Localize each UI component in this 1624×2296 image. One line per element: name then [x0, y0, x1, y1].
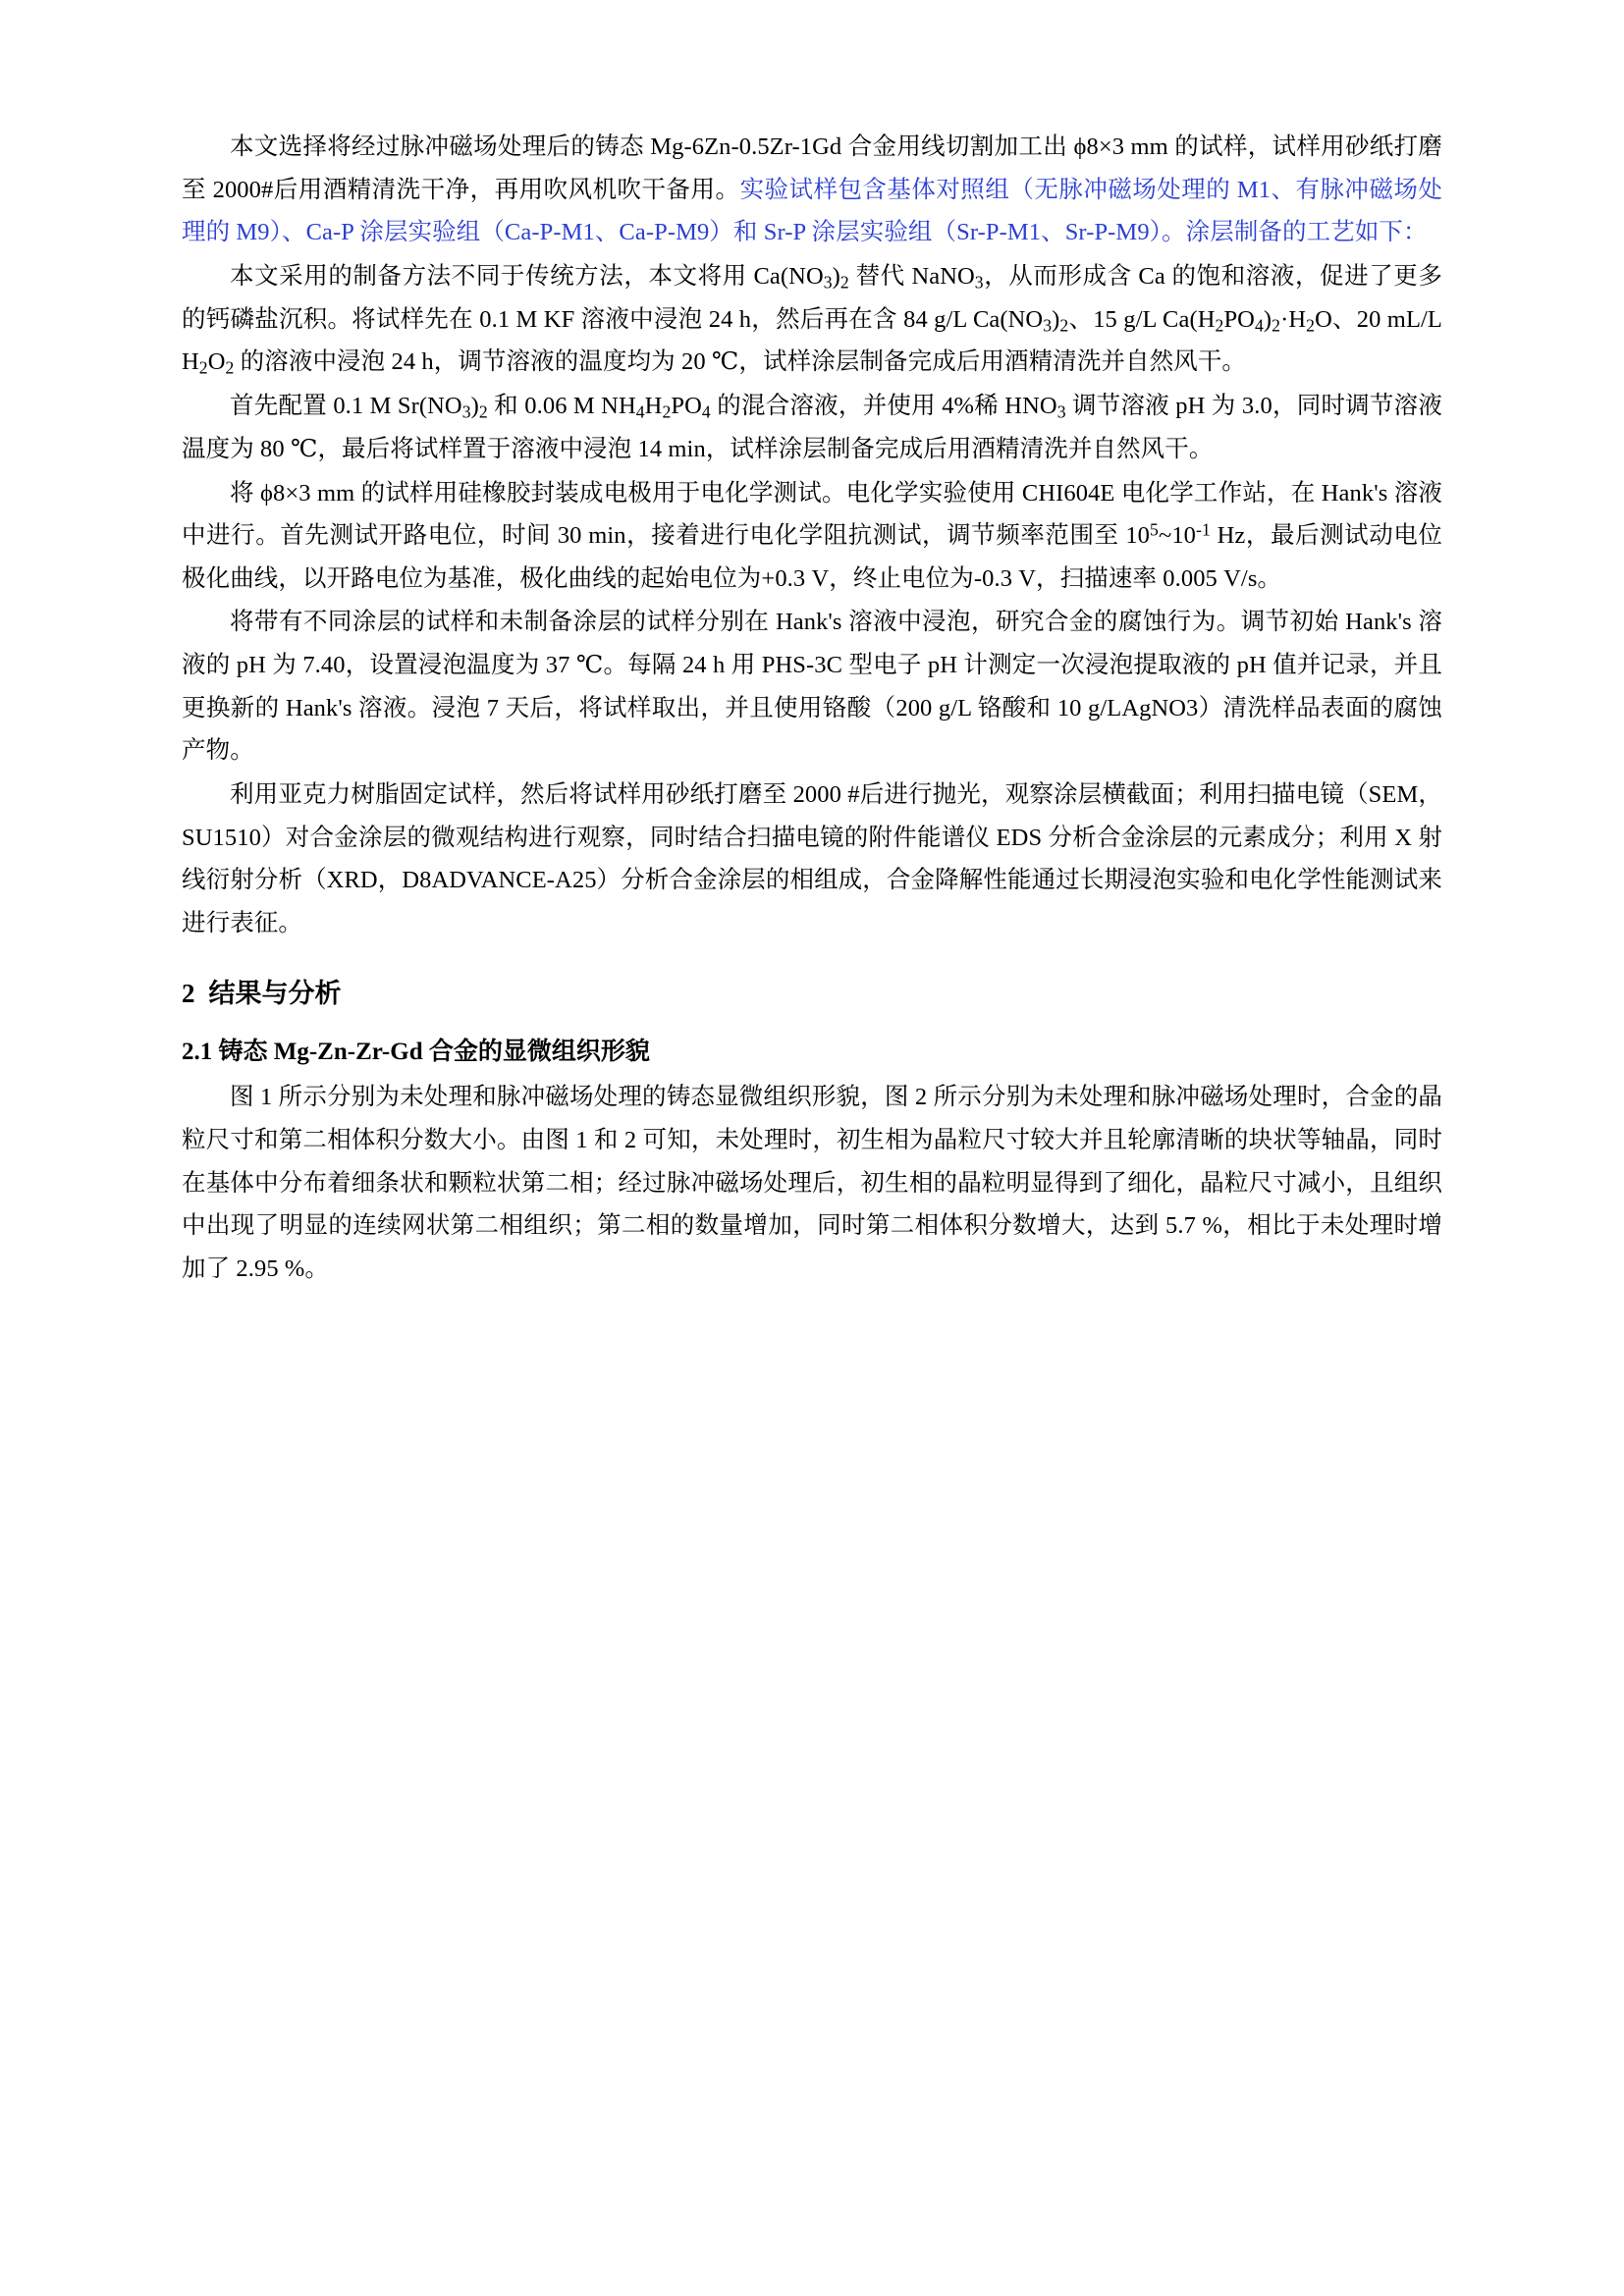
paragraph-4-text-4: Hz，最后测试动电位极化曲线，以开路电位为基准，极化曲线的起始电位为+0.3 V，终止电位为-0.3 V，扫描速率 0.005 V/s。 — [182, 522, 1442, 592]
subscript-2e: 2 — [1306, 315, 1316, 336]
paragraph-2-text-5: PO — [1223, 305, 1255, 333]
subscript-2h: 2 — [478, 401, 488, 422]
paragraph-2-text-8: O — [207, 348, 226, 376]
phi-symbol-2: ϕ — [260, 479, 274, 507]
subscript-3: 3 — [823, 272, 833, 293]
section-heading-2-number: 2 — [182, 979, 195, 1009]
subscript-3d: 3 — [461, 401, 471, 422]
section-heading-2 — [182, 974, 1442, 1014]
paragraph-3-text-4: PO — [671, 393, 702, 420]
paragraph-3-text-6: 调节溶液 pH 为 3.0，同时调节溶液温度为 80 ℃，最后将试样置于溶液中浸泡 14 min，试样涂层制备完成后用酒精清洗并自然风干。 — [182, 393, 1443, 463]
superscript-5: 5 — [1150, 519, 1159, 540]
section-heading-2-1: 2.1 铸态 Mg-Zn-Zr-Gd 合金的显微组织形貌 — [182, 1038, 650, 1065]
paragraph-5: 将带有不同涂层的试样和未制备涂层的试样分别在 Hank's 溶液中浸泡，研究合金的腐蚀行为。调节初始 Hank's 溶液的 pH 为 7.40，设置浸泡温度为 37 ℃。每隔 24 h 用 PHS-3C 型电子 pH 计测定一次浸泡提取液的 pH 值并记录，并且更换新的 Hank's 溶液。浸泡 7 天后，将试样取出，并且使用铬酸（200 g/L 铬酸和 10 g/LAgNO3）清洗样品表面的腐蚀产物。 — [182, 609, 1442, 765]
paragraph-4-text-1: 将 — [230, 479, 261, 507]
paragraph-2-text-3: ，从而形成含 Ca 的饱和溶液，促进了更多的钙磷盐沉积。将试样先在 0.1 M KF 溶液中浸泡 24 h，然后再在含 84 g/L Ca(NO — [182, 262, 1442, 333]
paragraph-2-text-2: 替代 NaNO — [855, 262, 975, 290]
paragraph-2-text-9: 的溶液中浸泡 24 h，调节溶液的温度均为 20 ℃，试样涂层制备完成后用酒精清洗并自然风干。 — [234, 348, 1247, 376]
paragraph-1-text-a: 本文选择将经过脉冲磁场处理后的铸态 Mg-6Zn-0.5Zr-1Gd 合金用线切割加工出 — [230, 133, 1074, 160]
paragraph-2-text-7: O、20 mL/L H — [182, 305, 1442, 376]
subscript-4c: 4 — [701, 401, 711, 422]
subscript-2d: 2 — [1272, 315, 1281, 336]
subscript-4b: 4 — [635, 401, 645, 422]
paragraph-1 — [182, 126, 1442, 254]
subscript-3b: 3 — [974, 272, 984, 293]
paragraph-1-highlight: 实验试样包含基体对照组（无脉冲磁场处理的 M1、有脉冲磁场处理的 M9）、Ca-P 涂层实验组（Ca-P-M1、Ca-P-M9）和 Sr-P 涂层实验组（Sr-P-M1、Sr-P-M9）。涂层制备的工艺如下： — [182, 176, 1442, 246]
paragraph-3-text-5: 的混合溶液，并使用 4%稀 HNO — [710, 393, 1057, 420]
subscript-2i: 2 — [662, 401, 672, 422]
subscript-3c: 3 — [1043, 315, 1053, 336]
paragraph-7: 图 1 所示分别为未处理和脉冲磁场处理的铸态显微组织形貌，图 2 所示分别为未处理和脉冲磁场处理时，合金的晶粒尺寸和第二相体积分数大小。由图 1 和 2 可知，未处理时，初生相为晶粒尺寸较大并且轮廓清晰的块状等轴晶，同时在基体中分布着细条状和颗粒状第二相；经过脉冲磁场处理后，初生相的晶粒明显得到了细化，晶粒尺寸减小，且组织中出现了明显的连续网状第二相组织；第二相的数量增加，同时第二相体积分数增大，达到 5.7 %，相比于未处理时增加了 2.95 %。 — [182, 1084, 1442, 1282]
paragraph-3: 首先配置 0.1 M $Sr(NO_3)_2$ 和 0.06 M $NH_4H_2PO_4$ 的混合溶液，并使用 4%稀 $HNO_3$ 调节溶液 pH 为 3.0，同时调节溶液温度为 80 ℃，最后将试样置于溶液中浸泡 14 min，试样涂层制备完成后用酒精清洗并自然风干。 — [182, 393, 1443, 463]
paragraph-2-text-4: 、15 g/L Ca(H — [1068, 305, 1216, 333]
paragraph-1-text-b: 8×3 mm 的试样，试样用砂纸打磨至 2000#后用酒精清洗干净，再用吹风机吹干备用。 — [182, 133, 1442, 203]
superscript-minus1: -1 — [1196, 519, 1211, 540]
subscript-3e: 3 — [1056, 401, 1066, 422]
paragraph-4-text-2: 8×3 mm 的试样用硅橡胶封装成电极用于电化学测试。电化学实验使用 CHI604E 电化学工作站，在 Hank's 溶液中进行。首先测试开路电位，时间 30 min，接着进行电化学阻抗测试，调节频率范围至 10 — [182, 479, 1442, 550]
subscript-2g: 2 — [225, 357, 235, 378]
phi-symbol: ϕ — [1073, 133, 1087, 160]
paragraph-4 — [182, 472, 1442, 601]
subscript-2b: 2 — [1059, 315, 1069, 336]
paragraph-3-text-3: H — [644, 393, 663, 420]
paragraph-2: 本文采用的制备方法不同于传统方法，本文将用 $Ca(NO_3)_2$ 替代 NaNO$_3$，从而形成含 Ca 的饱和溶液，促进了更多的钙磷盐沉积。将试样先在 0.1 M KF 溶液中浸泡 24 h，然后再在含 84 g/L $Ca(NO_3)_2$、15 g/L $Ca(H_2PO_4)_2\cdot H_2O$、20 mL/L $H_2O_2$ 的溶液中浸泡 24 h，调节溶液的温度均为 20 ℃，试样涂层制备完成后用酒精清洗并自然风干。 — [182, 262, 1442, 378]
paragraph-3-text-1: 首先配置 0.1 M Sr(NO — [230, 393, 462, 420]
paragraph-2-text-1: 本文采用的制备方法不同于传统方法，本文将用 Ca(NO — [230, 262, 824, 290]
paragraph-2-text-6: ·H — [1280, 305, 1307, 333]
paragraph-4-text-3: ~10 — [1158, 522, 1197, 550]
subscript-4: 4 — [1254, 315, 1264, 336]
subscript-2f: 2 — [198, 357, 208, 378]
subscript-2: 2 — [839, 272, 849, 293]
section-heading-2-title: 结果与分析 — [208, 979, 342, 1009]
paragraph-3-text-2: 和 0.06 M NH — [494, 393, 636, 420]
paragraph-6: 利用亚克力树脂固定试样，然后将试样用砂纸打磨至 2000 #后进行抛光，观察涂层横截面；利用扫描电镜（SEM，SU1510）对合金涂层的微观结构进行观察，同时结合扫描电镜的附件能谱仪 EDS 分析合金涂层的元素成分；利用 X 射线衍射分析（XRD，D8ADVANCE-A25）分析合金涂层的相组成，合金降解性能通过长期浸泡实验和电化学性能测试来进行表征。 — [182, 780, 1442, 936]
subscript-2c: 2 — [1215, 315, 1224, 336]
